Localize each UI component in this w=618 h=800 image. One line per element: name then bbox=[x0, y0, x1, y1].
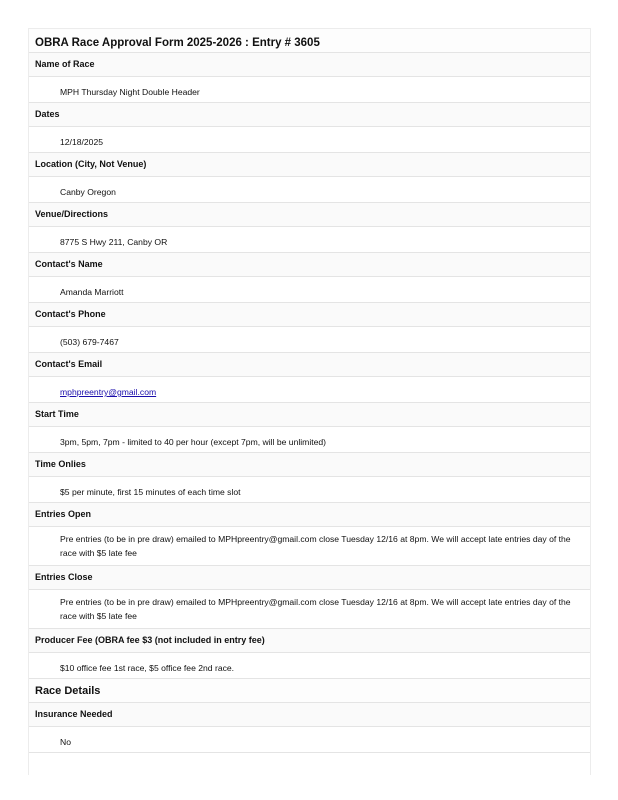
field-label-venue-directions: Venue/Directions bbox=[29, 203, 590, 227]
race-approval-form bbox=[28, 28, 591, 775]
field-value-location: Canby Oregon bbox=[29, 177, 590, 203]
field-label-time-onlies: Time Onlies bbox=[29, 453, 590, 477]
field-value-producer-fee: $10 office fee 1st race, $5 office fee 2nd race. bbox=[29, 653, 590, 679]
field-value-contact-phone: (503) 679-7467 bbox=[29, 327, 590, 353]
contact-email-link[interactable]: mphpreentry@gmail.com bbox=[60, 387, 157, 397]
form-title: OBRA Race Approval Form 2025-2026 : Entry # 3605 bbox=[29, 28, 590, 53]
field-label-dates: Dates bbox=[29, 103, 590, 127]
field-label-name-of-race: Name of Race bbox=[29, 53, 590, 77]
field-value-entries-close: Pre entries (to be in pre draw) emailed to MPHpreentry@gmail.com close Tuesday 12/16 at 8pm. We will accept late entries day of the race with $5 late fee bbox=[29, 590, 590, 629]
field-label-contact-email: Contact's Email bbox=[29, 353, 590, 377]
field-value-name-of-race: MPH Thursday Night Double Header bbox=[29, 77, 590, 103]
field-label-insurance-needed: Insurance Needed bbox=[29, 703, 590, 727]
field-value-time-onlies: $5 per minute, first 15 minutes of each time slot bbox=[29, 477, 590, 503]
field-label-contact-name: Contact's Name bbox=[29, 253, 590, 277]
empty-trailing-row bbox=[29, 753, 590, 775]
field-value-start-time: 3pm, 5pm, 7pm - limited to 40 per hour (except 7pm, will be unlimited) bbox=[29, 427, 590, 453]
field-label-contact-phone: Contact's Phone bbox=[29, 303, 590, 327]
field-label-entries-open: Entries Open bbox=[29, 503, 590, 527]
field-label-start-time: Start Time bbox=[29, 403, 590, 427]
field-value-contact-email bbox=[29, 377, 590, 403]
field-label-entries-close: Entries Close bbox=[29, 566, 590, 590]
field-value-insurance-needed: No bbox=[29, 727, 590, 753]
field-value-entries-open: Pre entries (to be in pre draw) emailed to MPHpreentry@gmail.com close Tuesday 12/16 at 8pm. We will accept late entries day of the race with $5 late fee bbox=[29, 527, 590, 566]
field-label-producer-fee: Producer Fee (OBRA fee $3 (not included in entry fee) bbox=[29, 629, 590, 653]
field-value-dates: 12/18/2025 bbox=[29, 127, 590, 153]
race-details-heading: Race Details bbox=[29, 679, 590, 703]
field-label-location: Location (City, Not Venue) bbox=[29, 153, 590, 177]
field-value-contact-name: Amanda Marriott bbox=[29, 277, 590, 303]
field-value-venue-directions: 8775 S Hwy 211, Canby OR bbox=[29, 227, 590, 253]
